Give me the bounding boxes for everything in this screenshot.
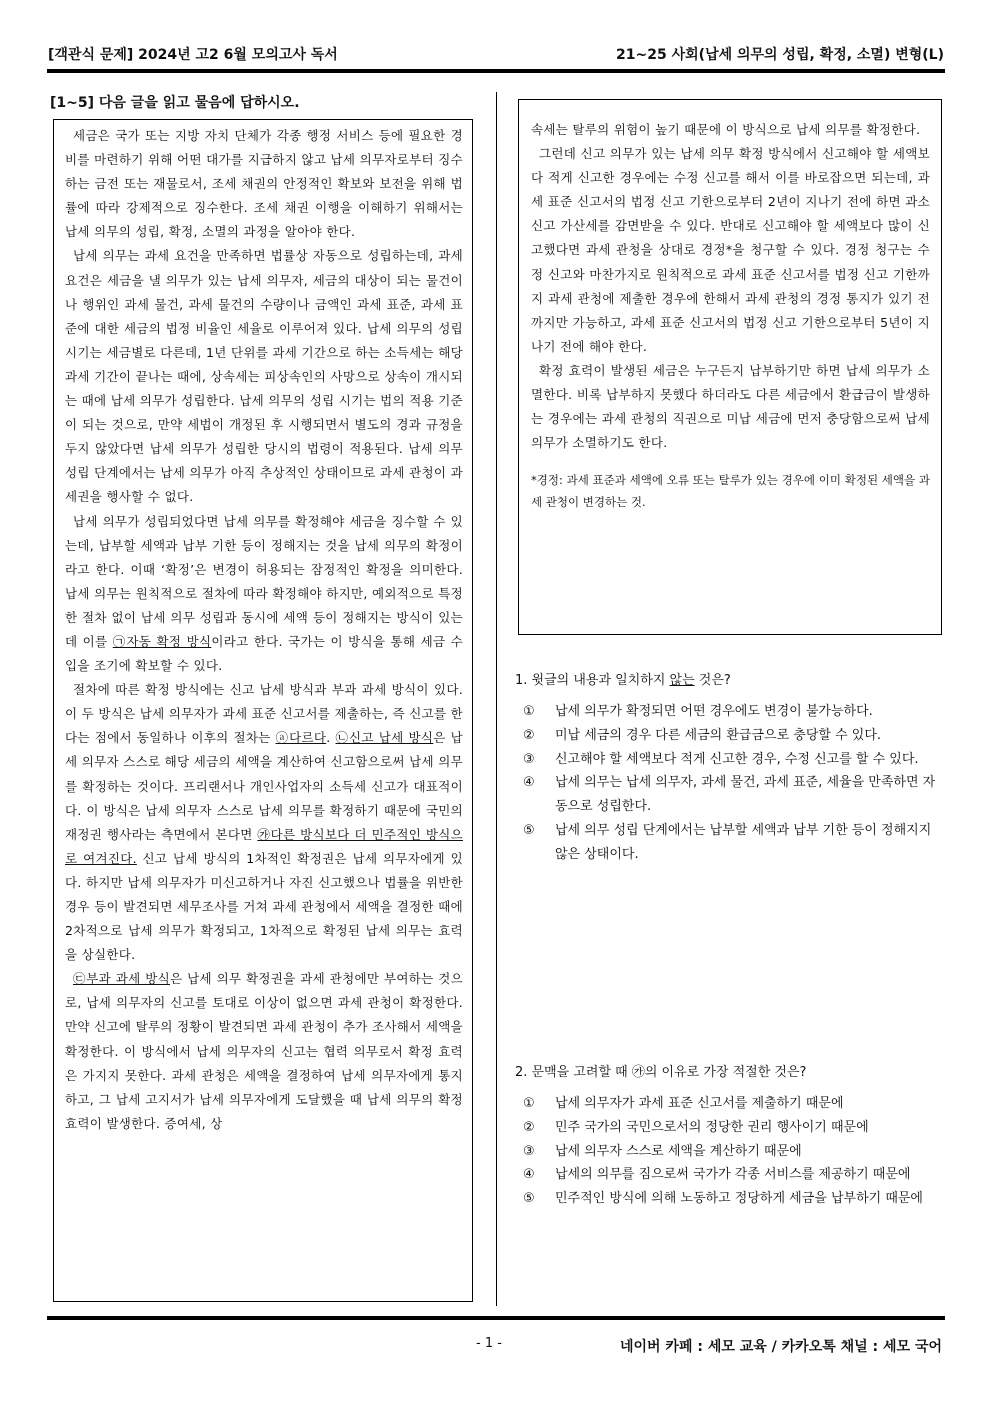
header-rule [47,69,945,73]
mark-a-differ: ⓐ다르다 [275,730,327,746]
header-title: [객관식 문제] 2024년 고2 6월 모의고사 독서 [48,47,338,63]
question-2-option-1[interactable]: ① 납세 의무자가 과세 표준 신고서를 제출하기 때문에 [523,1096,844,1111]
instruction: [1~5] 다음 글을 읽고 물음에 답하시오. [50,95,300,111]
passage-continuation: 속세는 탈루의 위험이 높기 때문에 이 방식으로 납세 의무를 확정한다. [531,122,921,137]
question-1-option-2[interactable]: ② 미납 세금의 경우 다른 세금의 환급금으로 충당할 수 있다. [523,727,882,743]
question-2-option-4[interactable]: ④ 납세의 의무를 짐으로써 국가가 각종 서비스를 제공하기 때문에 [523,1167,911,1183]
footnote: *경정: 과세 표준과 세액에 오류 또는 탈루가 있는 경우에 이미 확정된 세액을 과세 관청이 변경하는 것. [531,473,930,510]
question-1-option-5[interactable]: ⑤ 납세 의무 성립 단계에서는 납부할 세액과 납부 기한 등이 정해지지 않은 상태이다. [523,822,932,862]
passage-paragraph-6: 그런데 신고 의무가 있는 납세 의무 확정 방식에서 신고해야 할 세액보다 적게 신고한 경우에는 수정 신고를 해서 이를 바로잡으면 되는데, 과세 표준 신고서의 법정 신고 기한으로부터 2년이 지나기 전에 하면 과소 신고 가산세를 감면받을 수 있다. 반대로 신고해야 할 세액보다 많이 신고했다면 과세 관청을 상대로 경정*을 청구할 수 있다. 경정 청구는 수정 신고와 마찬가지로 원칙적으로 과세 표준 신고서를 법정 신고 기한까지 과세 관청에 제출한 경우에 한해서 과세 관청의 경정 통지가 있기 전까지만 가능하고, 과세 표준 신고서의 법정 신고 기한으로부터 5년이 지나기 전에 해야 한다. [531,146,930,354]
passage-paragraph-5: ㉢부과 과세 방식은 납세 의무 확정권을 과세 관청에만 부여하는 것으로, 납세 의무자의 신고를 토대로 이상이 없으면 과세 관청이 확정한다. 만약 신고에 탈루의 정황이 발견되면 과세 관청이 추가 조사해서 세액을 확정한다. 이 방식에서 납세 의무자의 신고는 협력 의무로서 확정 효력은 가지지 못한다. 과세 관청은 세액을 결정하여 납세 의무자에게 통지하고, 그 납세 고지서가 납세 의무자에게 도달했을 때 납세 의무의 확정 효력이 발생한다. 증여세, 상 [65,971,463,1131]
question-2-option-2[interactable]: ② 민주 국가의 국민으로서의 정당한 권리 행사이기 때문에 [523,1119,869,1135]
mark-auto-assessment: ㉠자동 확정 방식 [112,633,212,649]
question-2-option-3[interactable]: ③ 납세 의무자 스스로 세액을 계산하기 때문에 [523,1143,802,1159]
question-1-option-3[interactable]: ③ 신고해야 할 세액보다 적게 신고한 경우, 수정 신고를 할 수 있다. [523,751,919,767]
passage-box-left [53,119,473,1302]
question-2 [515,1061,943,1211]
page-number: - 1 - [476,1336,502,1351]
question-2-option-5[interactable]: ⑤ 민주적인 방식에 의해 노동하고 정당하게 세금을 납부하기 때문에 [523,1191,923,1207]
passage-paragraph-4: 절차에 따른 확정 방식에는 신고 납세 방식과 부과 과세 방식이 있다. 이 두 방식은 납세 의무자가 과세 표준 신고서를 제출하는, 즉 신고를 한다는 점에서 동일하나 이후의 절차는 ⓐ다르다. ㉡신고 납세 방식은 납세 의무자 스스로 해당 세금의 세액을 계산하여 신고함으로써 납세 의무를 확정하는 것이다. 프리랜서나 개인사업자의 소득세 신고가 대표적이다. 이 방식은 납세 의무자 스스로 납세 의무를 확정하기 때문에 국민의 재정권 행사라는 측면에서 본다면 ㉮다른 방식보다 더 민주적인 방식으로 여겨진다. 신고 납세 방식의 1차적인 확정권은 납세 의무자에게 있다. 하지만 납세 의무자가 미신고하거나 자진 신고했으나 법률을 위반한 경우 등이 발견되면 세무조사를 거쳐 과세 관청에서 세액을 결정한 때에 2차적으로 납세 의무가 확정되고, 1차적으로 확정된 납세 의무는 효력을 상실한다. [65,682,463,963]
passage-paragraph-2: 납세 의무는 과세 요건을 만족하면 법률상 자동으로 성립하는데, 과세 요건은 세금을 낼 의무가 있는 납세 의무자, 세금의 대상이 되는 물건이나 행위인 과세 물건, 과세 물건의 수량이나 금액인 과세 표준, 과세 표준에 대한 세금의 법정 비율인 세율로 이루어져 있다. 납세 의무의 성립 시기는 세금별로 다른데, 1년 단위를 과세 기간으로 하는 소득세는 해당 과세 기간이 끝나는 때에, 상속세는 피상속인의 사망으로 상속이 개시되는 때에 납세 의무가 성립한다. 납세 의무의 성립 시기는 법의 적용 기준이 되는 것으로, 만약 세법이 개정된 후 시행되면서 별도의 경과 규정을 두지 않았다면 납세 의무가 성립한 당시의 법령이 적용된다. 납세 의무 성립 단계에서는 납세 의무가 아직 추상적인 상태이므로 과세 관청이 과세권을 행사할 수 없다. [65,248,463,505]
question-2-stem: 2. 문맥을 고려할 때 ㉮의 이유로 가장 적절한 것은? [515,1065,807,1080]
footer-rule [47,1316,945,1320]
header-subtitle: 21~25 사회(납세 의무의 성립, 확정, 소멸) 변형(L) [616,47,944,63]
passage-paragraph-3: 납세 의무가 성립되었다면 납세 의무를 확정해야 세금을 징수할 수 있는데, 납부할 세액과 납부 기한 등이 정해지는 것을 납세 의무의 확정이라고 한다. 이때 ‘확정’은 변경이 허용되는 잠정적인 확정을 의미한다. 납세 의무는 원칙적으로 절차에 따라 확정해야 하지만, 예외적으로 특정한 절차 없이 납세 의무 성립과 동시에 세액 등이 정해지는 방식이 있는데 이를 ㉠자동 확정 방식이라고 한다. 국가는 이 방식을 통해 세금 수입을 조기에 확보할 수 있다. [65,513,463,674]
footer-credit: 네이버 카페 : 세모 교육 / 카카오톡 채널 : 세모 국어 [619,1339,942,1355]
question-1-stem: 1. 윗글의 내용과 일치하지 않는 것은? [515,673,731,688]
passage-paragraph-1: 세금은 국가 또는 지방 자치 단체가 각종 행정 서비스 등에 필요한 경비를 마련하기 위해 어떤 대가를 지급하지 않고 납세 의무자로부터 징수하는 금전 또는 재물로서, 조세 채권의 안정적인 확보와 보전을 위해 법률에 따라 강제적으로 징수한다. 조세 채권 이행을 이해하기 위해서는 납세 의무의 성립, 확정, 소멸의 과정을 알아야 한다. [65,128,463,240]
question-1 [515,669,943,867]
mark-more-democratic: ㉮다른 방식보다 더 민주적인 방식으로 여겨진다. [65,826,463,866]
question-1-option-1[interactable]: ① 납세 의무가 확정되면 어떤 경우에도 변경이 불가능하다. [523,704,873,719]
mark-official-assessment: ㉢부과 과세 방식 [73,971,170,987]
question-1-option-4[interactable]: ④ 납세 의무는 납세 의무자, 과세 물건, 과세 표준, 세율을 만족하면 자동으로 성립한다. [523,775,936,815]
mark-self-assessment: ㉡신고 납세 방식 [335,730,434,746]
column-divider [496,92,497,1306]
passage-paragraph-7: 확정 효력이 발생된 세금은 누구든지 납부하기만 하면 납세 의무가 소멸한다. 비록 납부하지 못했다 하더라도 다른 세금에서 환급금이 발생하는 경우에는 과세 관청의 직권으로 미납 세금에 먼저 충당함으로써 납세 의무가 소멸하기도 한다. [531,362,930,451]
passage-box-right [518,99,942,635]
